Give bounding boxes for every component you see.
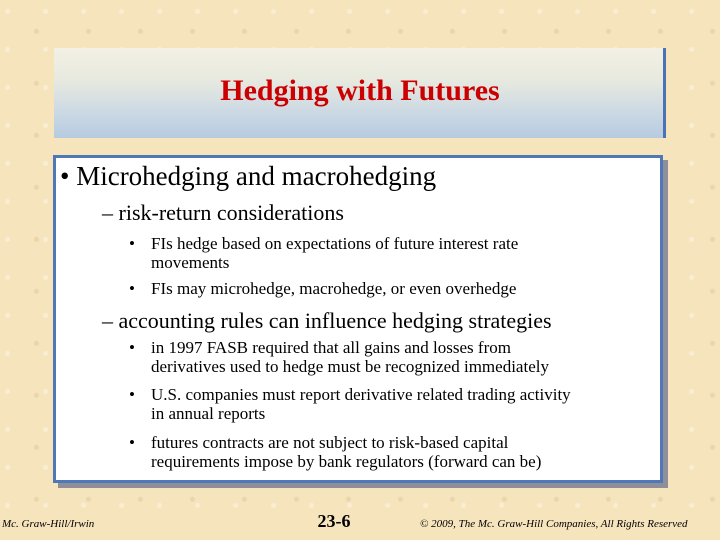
bullet-text-line2: movements — [151, 253, 230, 272]
content-box — [53, 155, 663, 483]
dash-symbol: – — [102, 308, 113, 333]
bullet-level2-risk-return — [72, 200, 344, 226]
bullet-text: Microhedging and macrohedging — [76, 161, 437, 191]
title-banner — [54, 48, 666, 138]
bullet-symbol: • — [129, 385, 135, 404]
bullet-text-line2: derivatives used to hedge must be recognized immediately — [151, 357, 549, 376]
slide-title: Hedging with Futures — [220, 74, 500, 107]
bullet-symbol: • — [129, 433, 135, 452]
bullet-text-line1: futures contracts are not subject to risk-based capital — [151, 433, 509, 452]
footer-publisher: Mc. Graw-Hill/Irwin — [2, 518, 95, 530]
bullet-symbol: • — [129, 234, 135, 253]
bullet-level2-accounting — [72, 308, 552, 334]
bullet-text-line1: FIs hedge based on expectations of future interest rate — [151, 234, 519, 253]
bullet-symbol: • — [129, 338, 135, 357]
bullet-symbol: • — [60, 161, 70, 191]
bullet-text-line2: in annual reports — [151, 404, 266, 423]
footer-page-number: 23-6 — [317, 511, 351, 531]
bullet-symbol: • — [129, 279, 135, 298]
bullet-text-line1: U.S. companies must report derivative related trading activity — [151, 385, 571, 404]
footer-copyright: © 2009, The Mc. Graw-Hill Companies, All Rights Reserved — [420, 518, 688, 530]
dash-symbol: – — [102, 200, 113, 225]
bullet-text: risk-return considerations — [118, 200, 344, 225]
bullet-text: FIs may microhedge, macrohedge, or even overhedge — [151, 279, 517, 298]
bullet-text-line2: requirements impose by bank regulators (forward can be) — [151, 452, 542, 471]
bullet-level1 — [60, 161, 436, 192]
bullet-text: accounting rules can influence hedging strategies — [118, 308, 552, 333]
bullet-text-line1: in 1997 FASB required that all gains and losses from — [151, 338, 511, 357]
